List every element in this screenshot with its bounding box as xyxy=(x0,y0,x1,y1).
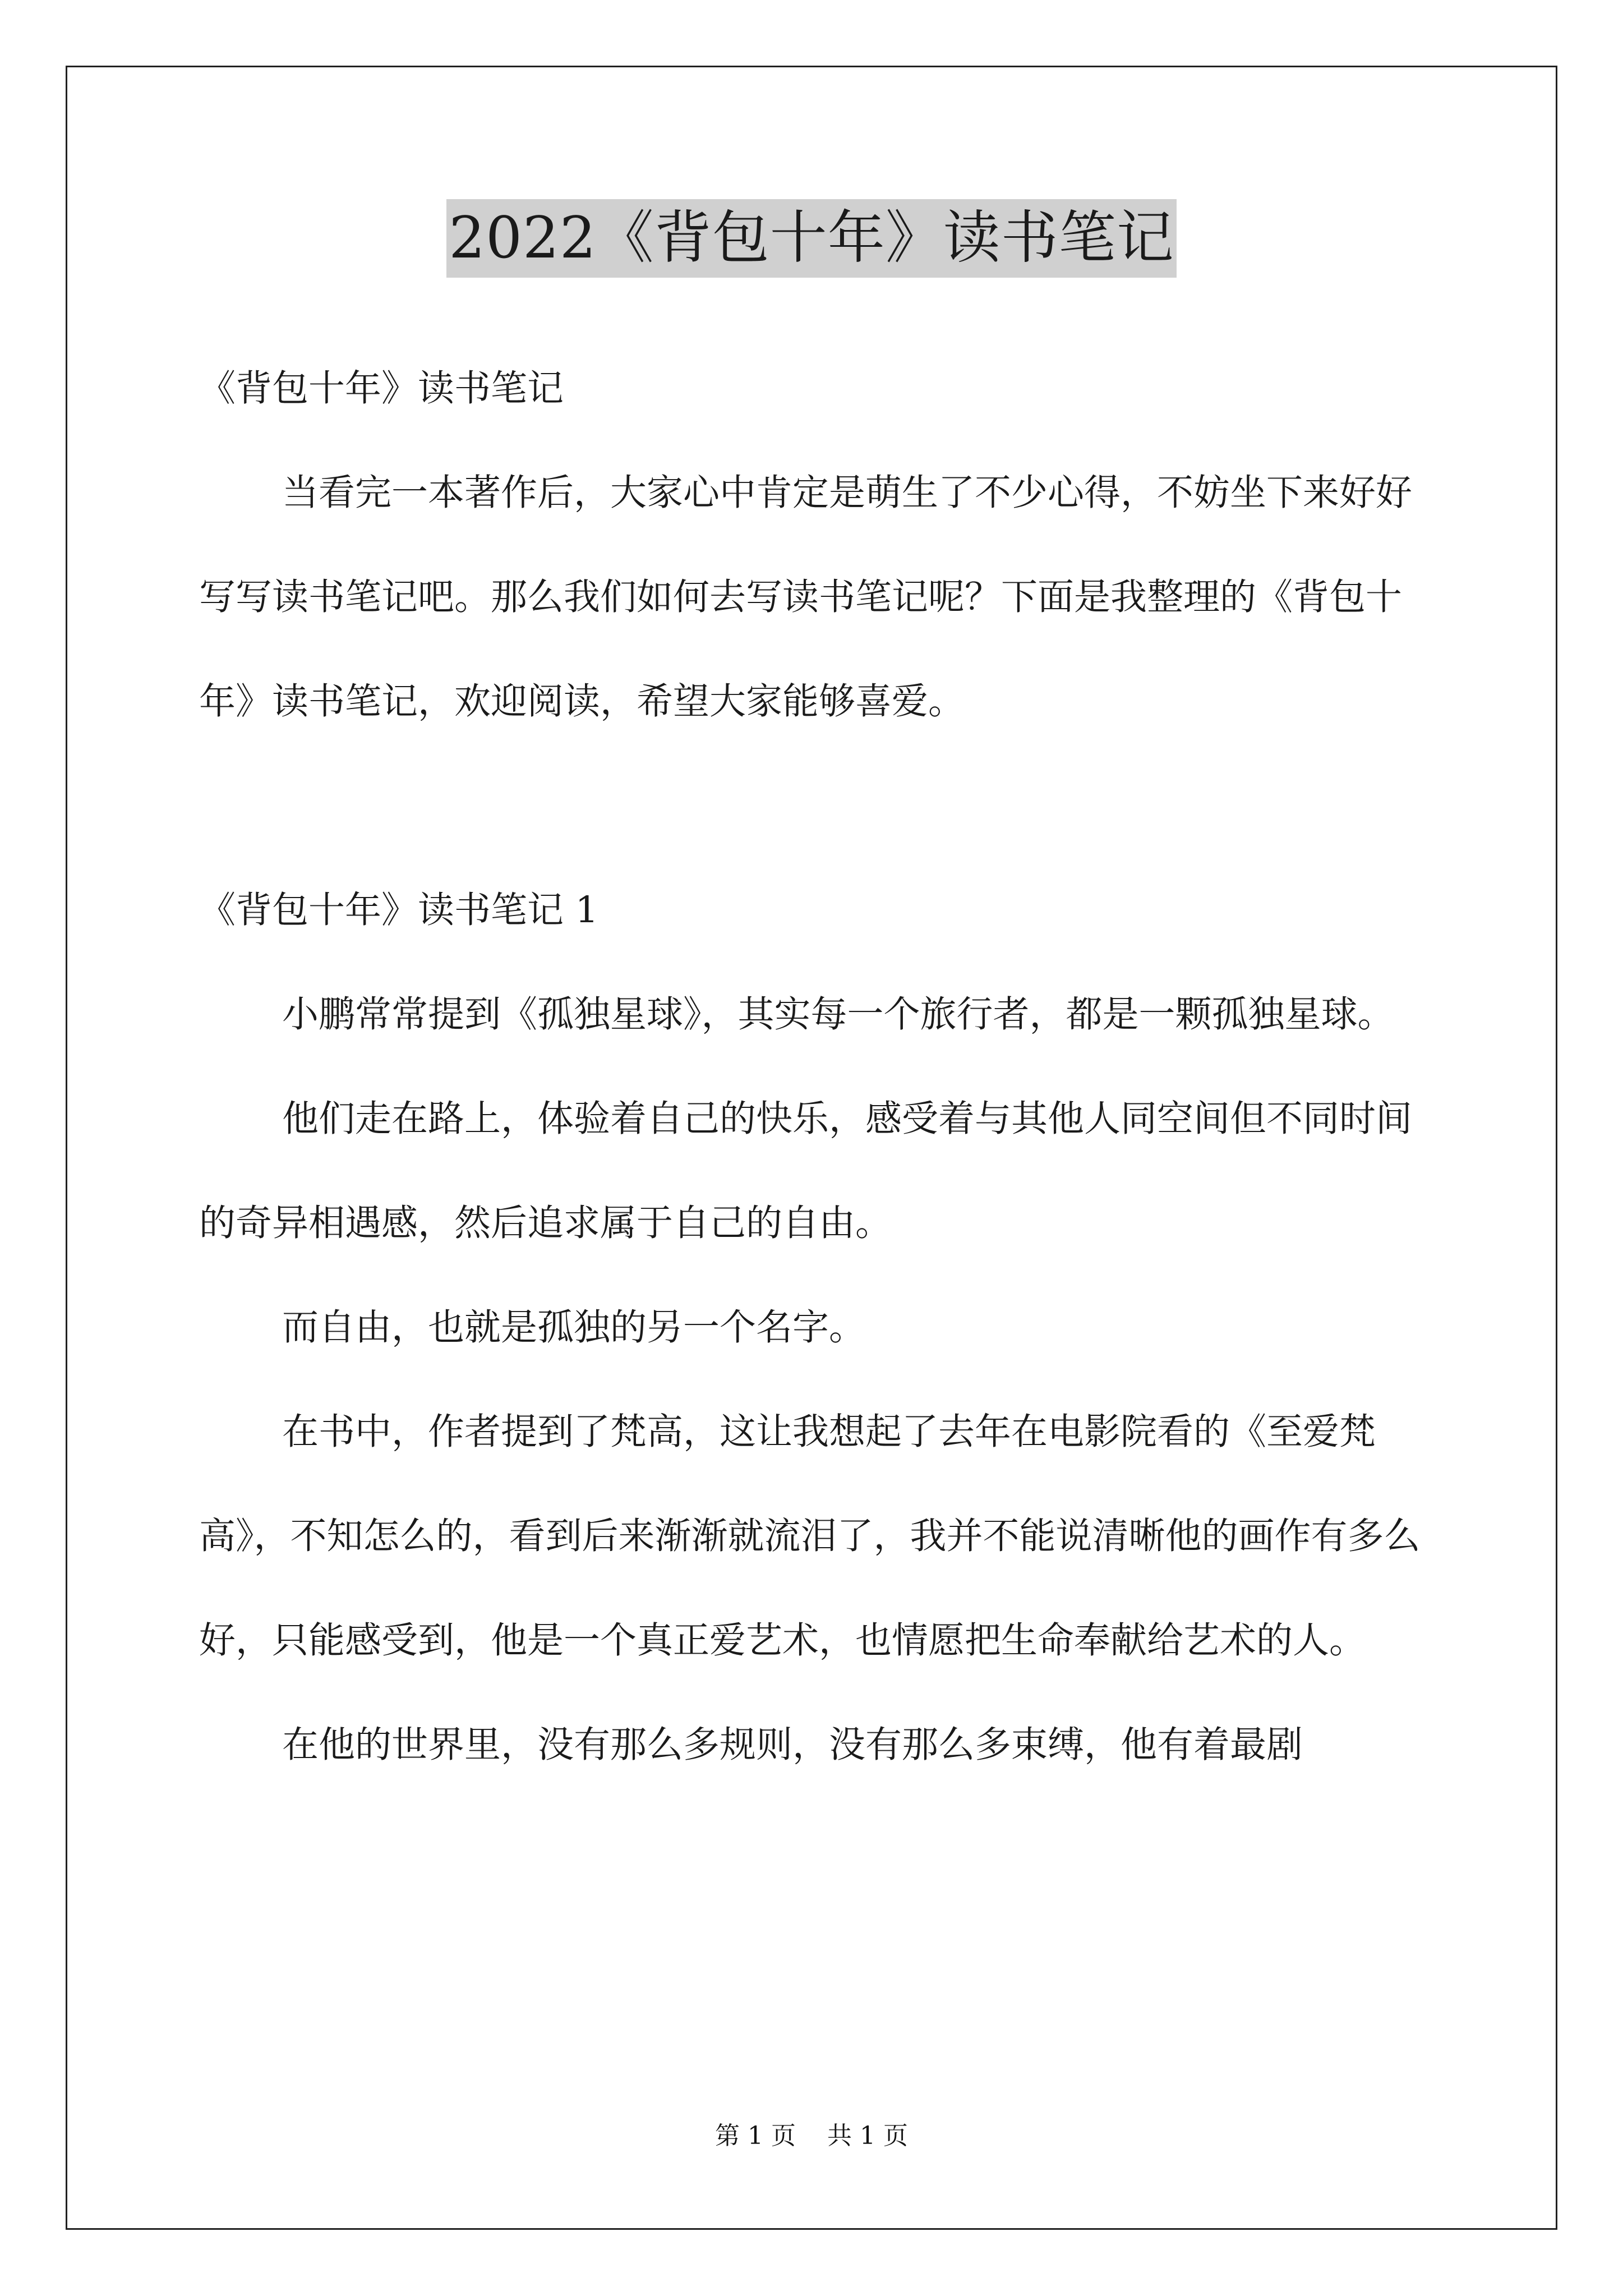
page-number-total: 共 1 页 xyxy=(827,2122,908,2150)
body-paragraph: 他们走在路上，体验着自己的快乐，感受着与其他人同空间但不同时间的奇异相遇感，然后追求属于自己的自由。 xyxy=(199,1098,1413,1244)
document-body xyxy=(199,337,1438,1797)
intro-paragraph: 当看完一本著作后，大家心中肯定是萌生了不少心得，不妨坐下来好好写写读书笔记吧。那么我们如何去写读书笔记呢？下面是我整理的《背包十年》读书笔记，欢迎阅读，希望大家能够喜爱。 xyxy=(199,472,1413,723)
page-number-current: 第 1 页 xyxy=(715,2122,796,2150)
body-paragraph: 而自由，也就是孤独的另一个名字。 xyxy=(282,1306,866,1349)
section-heading: 《背包十年》读书笔记 1 xyxy=(199,889,599,931)
body-paragraph: 小鹏常常提到《孤独星球》，其实每一个旅行者，都是一颗孤独星球。 xyxy=(282,993,1394,1036)
document-title: 2022《背包十年》读书笔记 xyxy=(446,199,1177,278)
body-paragraph: 在书中，作者提到了梵高，这让我想起了去年在电影院看的《至爱梵高》，不知怎么的，看到后来渐渐就流泪了，我并不能说清晰他的画作有多么好，只能感受到，他是一个真正爱艺术，也情愿把生命奉献给艺术的人。 xyxy=(199,1411,1421,1662)
title-container xyxy=(0,199,1623,278)
intro-heading: 《背包十年》读书笔记 xyxy=(199,367,564,409)
page-footer xyxy=(0,2119,1623,2153)
body-paragraph: 在他的世界里，没有那么多规则，没有那么多束缚，他有着最剧 xyxy=(282,1724,1303,1766)
section-spacer xyxy=(199,754,1438,858)
